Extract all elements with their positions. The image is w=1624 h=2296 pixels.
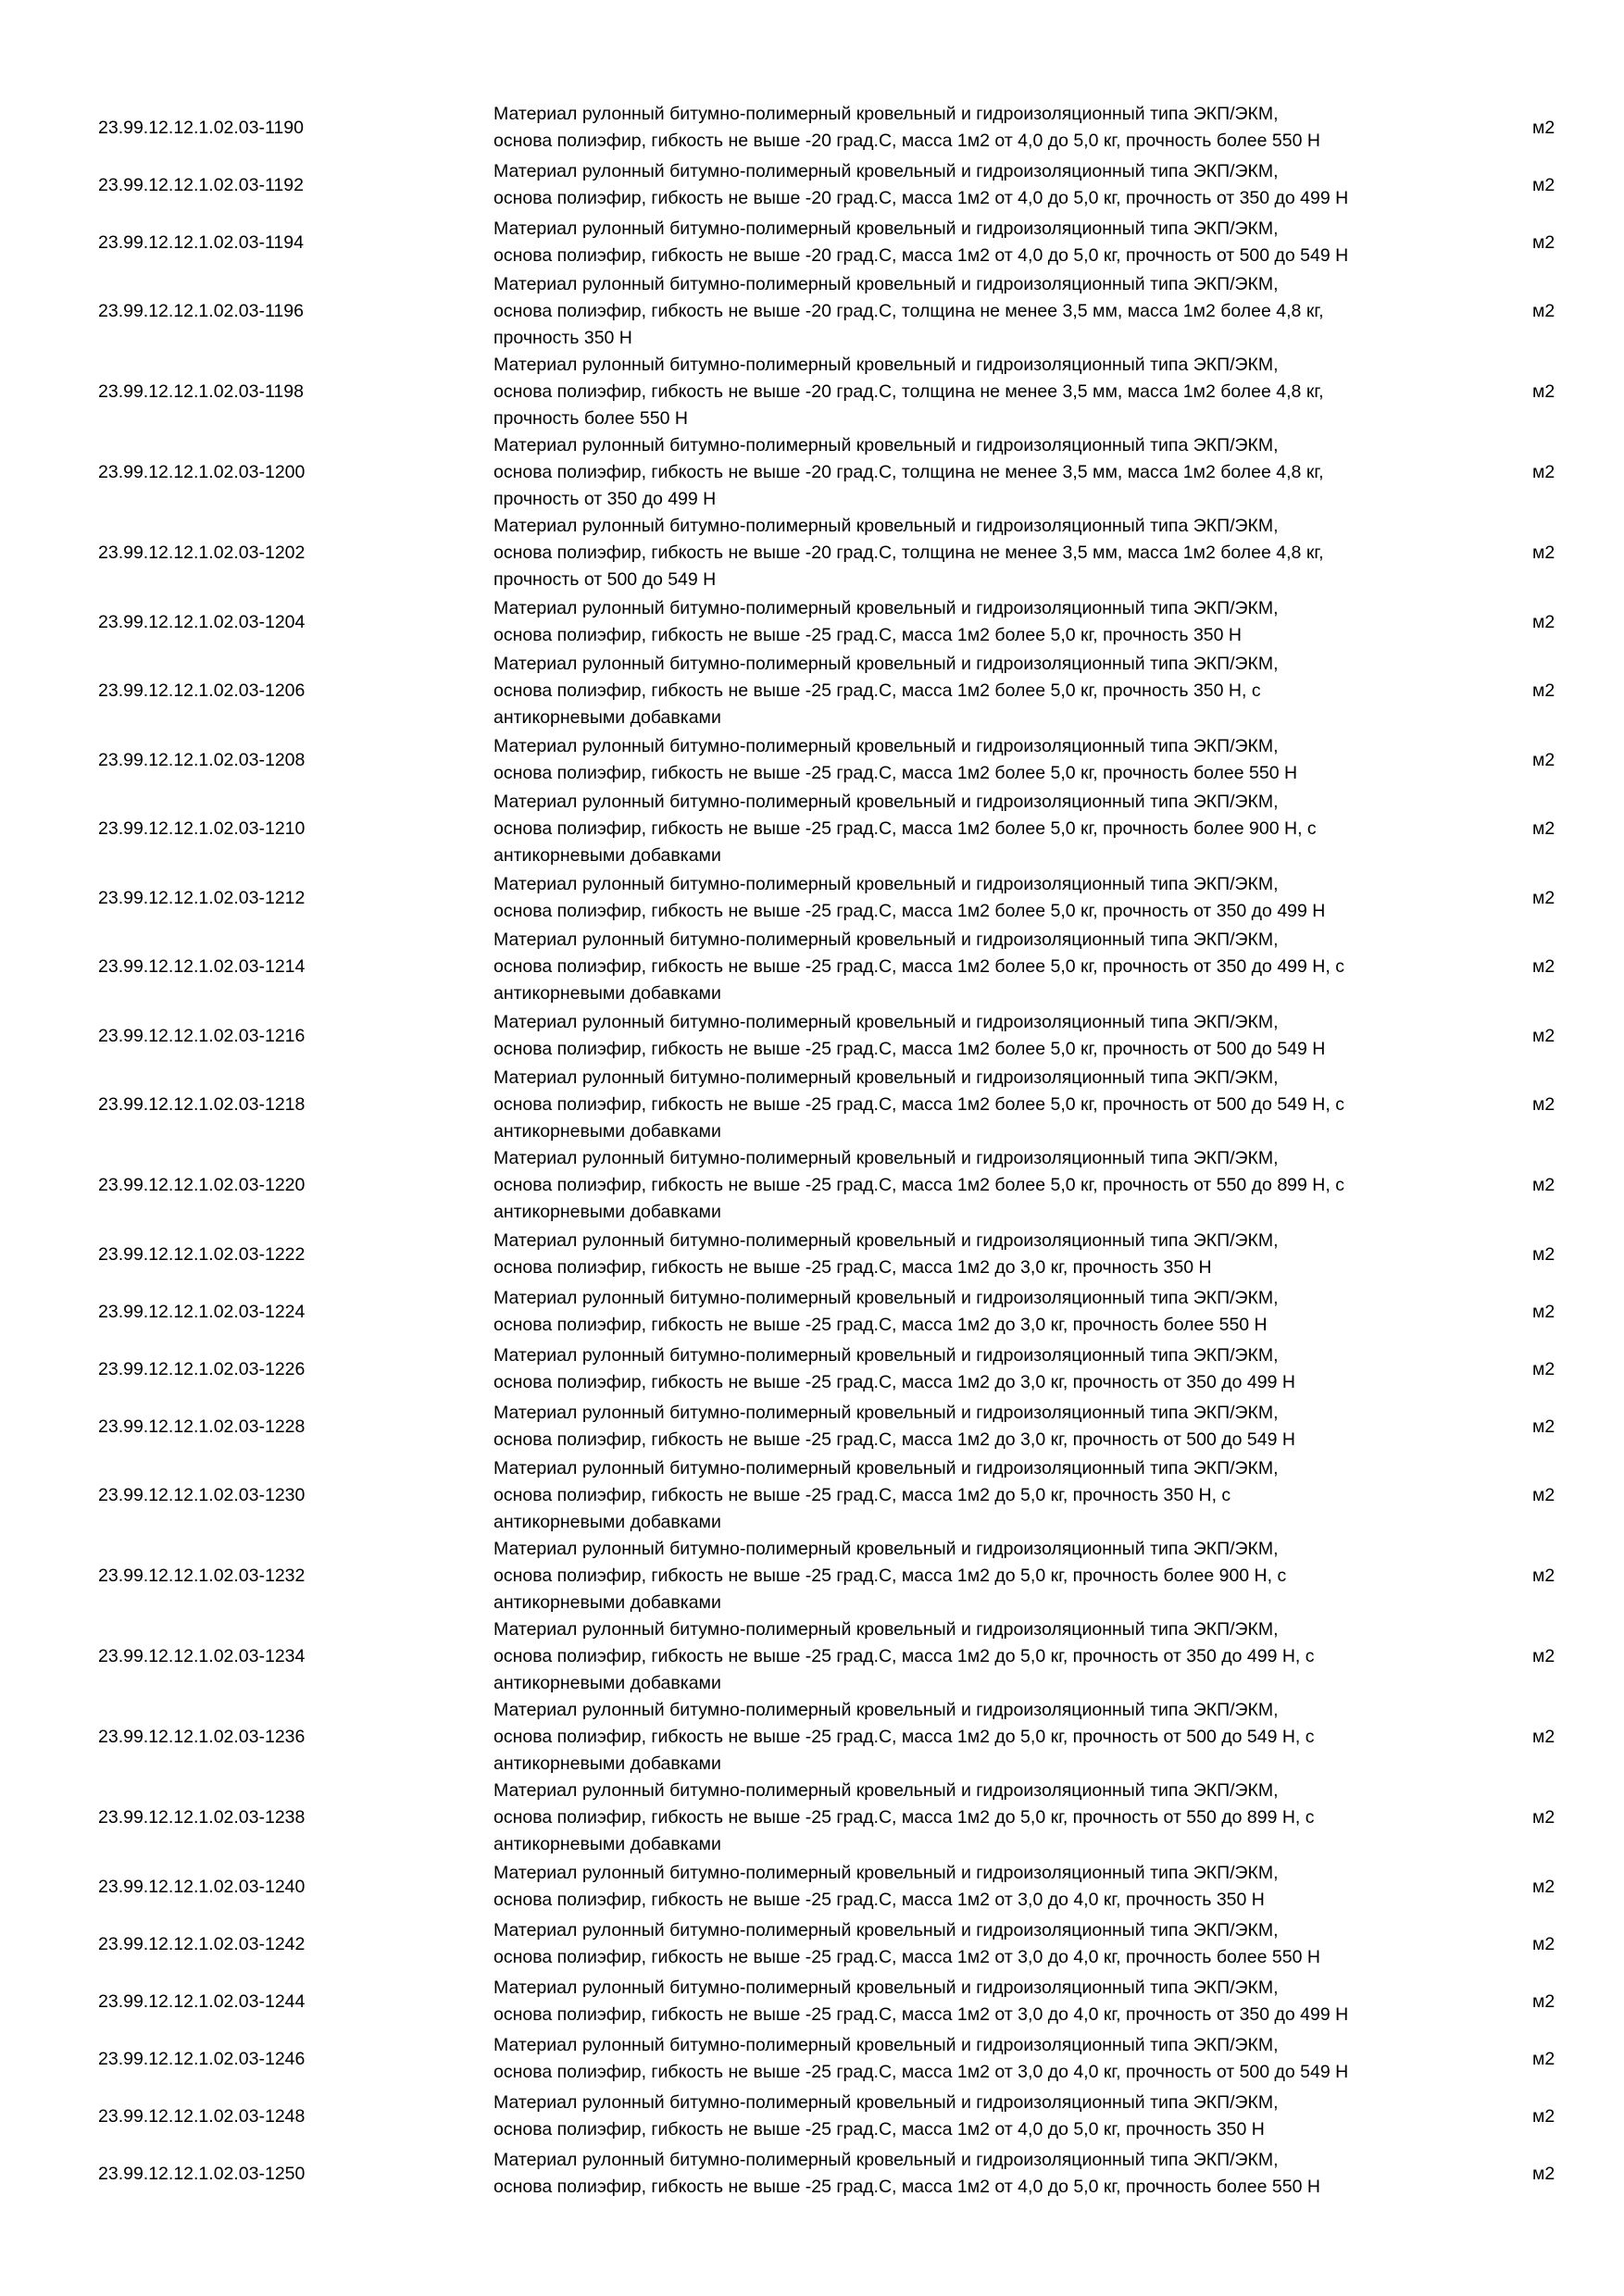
unit-of-measure: м2 — [1532, 381, 1555, 402]
unit-of-measure: м2 — [1532, 1358, 1555, 1379]
description-line: Материал рулонный битумно-полимерный кровельный и гидроизоляционный типа ЭКП/ЭКМ, — [493, 792, 1279, 812]
resource-description — [493, 1455, 1475, 1536]
resource-description — [493, 871, 1475, 925]
description-line: Материал рулонный битумно-полимерный кровельный и гидроизоляционный типа ЭКП/ЭКМ, — [493, 930, 1279, 950]
description-line: основа полиэфир, гибкость не выше -25 град.С, масса 1м2 от 3,0 до 4,0 кг, прочность более 550 Н — [493, 1947, 1320, 1967]
table-row — [0, 513, 1624, 593]
description-line: Материал рулонный битумно-полимерный кровельный и гидроизоляционный типа ЭКП/ЭКМ, — [493, 1780, 1279, 1801]
table-row — [0, 99, 1624, 156]
unit-of-measure: м2 — [1532, 2105, 1555, 2127]
description-line: основа полиэфир, гибкость не выше -20 град.С, толщина не менее 3,5 мм, масса 1м2 более 4,8 кг, — [493, 462, 1324, 482]
description-line: Материал рулонный битумно-полимерный кровельный и гидроизоляционный типа ЭКП/ЭКМ, — [493, 1012, 1279, 1032]
description-line: основа полиэфир, гибкость не выше -20 град.С, масса 1м2 от 4,0 до 5,0 кг, прочность более 550 Н — [493, 131, 1320, 151]
description-line: антикорневыми добавками — [493, 1202, 721, 1222]
resource-description — [493, 216, 1475, 269]
description-line: Материал рулонный битумно-полимерный кровельный и гидроизоляционный типа ЭКП/ЭКМ, — [493, 1345, 1279, 1366]
table-row — [0, 1226, 1624, 1283]
description-line: антикорневыми добавками — [493, 1592, 721, 1613]
resource-code: 23.99.12.12.1.02.03-1210 — [98, 818, 306, 839]
description-line: основа полиэфир, гибкость не выше -25 град.С, масса 1м2 более 5,0 кг, прочность 350 Н, с — [493, 680, 1261, 701]
resource-code: 23.99.12.12.1.02.03-1202 — [98, 543, 306, 563]
resource-description — [493, 1145, 1475, 1226]
description-line: антикорневыми добавками — [493, 1512, 721, 1532]
unit-of-measure: м2 — [1532, 611, 1555, 632]
description-line: Материал рулонный битумно-полимерный кровельный и гидроизоляционный типа ЭКП/ЭКМ, — [493, 1700, 1279, 1720]
description-line: антикорневыми добавками — [493, 1834, 721, 1854]
resource-description — [493, 595, 1475, 649]
table-row — [0, 651, 1624, 731]
resource-code: 23.99.12.12.1.02.03-1250 — [98, 2163, 306, 2184]
description-line: антикорневыми добавками — [493, 1121, 721, 1142]
resource-code: 23.99.12.12.1.02.03-1194 — [98, 231, 304, 253]
unit-of-measure: м2 — [1532, 174, 1555, 195]
table-row — [0, 1778, 1624, 1858]
resource-code: 23.99.12.12.1.02.03-1204 — [98, 611, 306, 632]
description-line: Материал рулонный битумно-полимерный кровельный и гидроизоляционный типа ЭКП/ЭКМ, — [493, 1539, 1279, 1559]
description-line: основа полиэфир, гибкость не выше -25 град.С, масса 1м2 более 5,0 кг, прочность более 550 Н — [493, 763, 1298, 783]
unit-of-measure: м2 — [1532, 117, 1555, 138]
description-line: Материал рулонный битумно-полимерный кровельный и гидроизоляционный типа ЭКП/ЭКМ, — [493, 1403, 1279, 1423]
table-row — [0, 1616, 1624, 1697]
resource-description — [493, 1536, 1475, 1616]
resource-code: 23.99.12.12.1.02.03-1234 — [98, 1646, 306, 1666]
table-row — [0, 1536, 1624, 1616]
table-row — [0, 731, 1624, 789]
description-line: основа полиэфир, гибкость не выше -25 град.С, масса 1м2 до 5,0 кг, прочность от 350 до 499 Н, с — [493, 1646, 1315, 1666]
resource-code: 23.99.12.12.1.02.03-1208 — [98, 749, 306, 770]
resource-description — [493, 1065, 1475, 1145]
description-line: прочность более 550 Н — [493, 408, 688, 429]
resource-table — [0, 99, 1624, 2202]
table-row — [0, 156, 1624, 214]
description-line: прочность от 350 до 499 Н — [493, 489, 717, 509]
unit-of-measure: м2 — [1532, 818, 1555, 839]
resource-code: 23.99.12.12.1.02.03-1212 — [98, 887, 306, 908]
resource-code: 23.99.12.12.1.02.03-1232 — [98, 1566, 306, 1586]
table-row — [0, 1007, 1624, 1065]
resource-description — [493, 1697, 1475, 1778]
unit-of-measure: м2 — [1532, 1727, 1555, 1747]
unit-of-measure: м2 — [1532, 887, 1555, 908]
unit-of-measure: м2 — [1532, 231, 1555, 253]
resource-code: 23.99.12.12.1.02.03-1228 — [98, 1416, 306, 1437]
description-line: основа полиэфир, гибкость не выше -25 град.С, масса 1м2 от 3,0 до 4,0 кг, прочность 350 Н — [493, 1890, 1265, 1910]
table-row — [0, 1455, 1624, 1536]
resource-description — [493, 158, 1475, 212]
description-line: Материал рулонный битумно-полимерный кровельный и гидроизоляционный типа ЭКП/ЭКМ, — [493, 2092, 1279, 2113]
description-line: Материал рулонный битумно-полимерный кровельный и гидроизоляционный типа ЭКП/ЭКМ, — [493, 1288, 1279, 1308]
resource-description — [493, 1778, 1475, 1858]
description-line: антикорневыми добавками — [493, 707, 721, 728]
description-line: основа полиэфир, гибкость не выше -25 град.С, масса 1м2 более 5,0 кг, прочность от 500 до 549 Н — [493, 1039, 1326, 1059]
description-line: Материал рулонный битумно-полимерный кровельный и гидроизоляционный типа ЭКП/ЭКМ, — [493, 2035, 1279, 2055]
unit-of-measure: м2 — [1532, 462, 1555, 482]
unit-of-measure: м2 — [1532, 1566, 1555, 1586]
description-line: Материал рулонный битумно-полимерный кровельный и гидроизоляционный типа ЭКП/ЭКМ, — [493, 1230, 1279, 1251]
description-line: прочность от 500 до 549 Н — [493, 569, 717, 590]
resource-description — [493, 651, 1475, 731]
description-line: основа полиэфир, гибкость не выше -25 град.С, масса 1м2 до 3,0 кг, прочность от 500 до 549 Н — [493, 1429, 1295, 1450]
unit-of-measure: м2 — [1532, 1990, 1555, 2012]
table-row — [0, 1915, 1624, 1973]
unit-of-measure: м2 — [1532, 1416, 1555, 1437]
description-line: Материал рулонный битумно-полимерный кровельный и гидроизоляционный типа ЭКП/ЭКМ, — [493, 435, 1279, 455]
unit-of-measure: м2 — [1532, 680, 1555, 701]
unit-of-measure: м2 — [1532, 1243, 1555, 1265]
resource-description — [493, 733, 1475, 787]
description-line: Материал рулонный битумно-полимерный кровельный и гидроизоляционный типа ЭКП/ЭКМ, — [493, 1458, 1279, 1479]
resource-code: 23.99.12.12.1.02.03-1206 — [98, 680, 306, 701]
unit-of-measure: м2 — [1532, 1646, 1555, 1666]
description-line: основа полиэфир, гибкость не выше -25 град.С, масса 1м2 от 4,0 до 5,0 кг, прочность 350 Н — [493, 2119, 1265, 2140]
table-row — [0, 1858, 1624, 1915]
description-line: Материал рулонный битумно-полимерный кровельный и гидроизоляционный типа ЭКП/ЭКМ, — [493, 1978, 1279, 1998]
table-row — [0, 789, 1624, 869]
resource-code: 23.99.12.12.1.02.03-1220 — [98, 1175, 306, 1195]
description-line: основа полиэфир, гибкость не выше -20 град.С, масса 1м2 от 4,0 до 5,0 кг, прочность от 500 до 549 Н — [493, 245, 1349, 266]
resource-description — [493, 789, 1475, 869]
resource-description — [493, 1616, 1475, 1697]
table-row — [0, 271, 1624, 352]
unit-of-measure: м2 — [1532, 1175, 1555, 1195]
description-line: основа полиэфир, гибкость не выше -25 град.С, масса 1м2 от 3,0 до 4,0 кг, прочность от 350 до 499 Н — [493, 2004, 1349, 2025]
description-line: Материал рулонный битумно-полимерный кровельный и гидроизоляционный типа ЭКП/ЭКМ, — [493, 1863, 1279, 1883]
table-row — [0, 2145, 1624, 2202]
resource-description — [493, 432, 1475, 513]
description-line: Материал рулонный битумно-полимерный кровельный и гидроизоляционный типа ЭКП/ЭКМ, — [493, 1619, 1279, 1640]
resource-description — [493, 1975, 1475, 2028]
resource-description — [493, 927, 1475, 1007]
description-line: Материал рулонный битумно-полимерный кровельный и гидроизоляционный типа ЭКП/ЭКМ, — [493, 874, 1279, 894]
description-line: основа полиэфир, гибкость не выше -25 град.С, масса 1м2 до 5,0 кг, прочность от 500 до 549 Н, с — [493, 1727, 1315, 1747]
resource-code: 23.99.12.12.1.02.03-1190 — [98, 117, 304, 138]
resource-code: 23.99.12.12.1.02.03-1242 — [98, 1933, 306, 1954]
unit-of-measure: м2 — [1532, 956, 1555, 977]
resource-description — [493, 101, 1475, 155]
description-line: Материал рулонный битумно-полимерный кровельный и гидроизоляционный типа ЭКП/ЭКМ, — [493, 736, 1279, 756]
unit-of-measure: м2 — [1532, 1094, 1555, 1115]
description-line: антикорневыми добавками — [493, 1753, 721, 1774]
description-line: Материал рулонный битумно-полимерный кровельный и гидроизоляционный типа ЭКП/ЭКМ, — [493, 355, 1279, 375]
resource-code: 23.99.12.12.1.02.03-1218 — [98, 1094, 306, 1115]
resource-description — [493, 2032, 1475, 2086]
resource-code: 23.99.12.12.1.02.03-1200 — [98, 462, 306, 482]
resource-code: 23.99.12.12.1.02.03-1214 — [98, 956, 306, 977]
unit-of-measure: м2 — [1532, 301, 1555, 321]
table-row — [0, 2030, 1624, 2088]
description-line: Материал рулонный битумно-полимерный кровельный и гидроизоляционный типа ЭКП/ЭКМ, — [493, 598, 1279, 618]
unit-of-measure: м2 — [1532, 749, 1555, 770]
table-row — [0, 1145, 1624, 1226]
description-line: антикорневыми добавками — [493, 983, 721, 1004]
description-line: антикорневыми добавками — [493, 1673, 721, 1693]
description-line: основа полиэфир, гибкость не выше -25 град.С, масса 1м2 до 3,0 кг, прочность от 350 до 499 Н — [493, 1372, 1295, 1392]
description-line: основа полиэфир, гибкость не выше -20 град.С, толщина не менее 3,5 мм, масса 1м2 более 4,8 кг, — [493, 543, 1324, 563]
description-line: основа полиэфир, гибкость не выше -25 град.С, масса 1м2 более 5,0 кг, прочность 350 Н — [493, 625, 1242, 645]
table-row — [0, 432, 1624, 513]
table-row — [0, 593, 1624, 651]
table-row — [0, 214, 1624, 271]
resource-code: 23.99.12.12.1.02.03-1238 — [98, 1807, 306, 1828]
resource-code: 23.99.12.12.1.02.03-1192 — [98, 174, 304, 195]
resource-code: 23.99.12.12.1.02.03-1226 — [98, 1358, 306, 1379]
resource-description — [493, 2147, 1475, 2201]
resource-description — [493, 1228, 1475, 1281]
table-row — [0, 2088, 1624, 2145]
description-line: основа полиэфир, гибкость не выше -25 град.С, масса 1м2 до 3,0 кг, прочность 350 Н — [493, 1257, 1212, 1278]
description-line: основа полиэфир, гибкость не выше -25 град.С, масса 1м2 более 5,0 кг, прочность от 550 до 899 Н, с — [493, 1175, 1344, 1195]
table-row — [0, 1065, 1624, 1145]
unit-of-measure: м2 — [1532, 543, 1555, 563]
description-line: основа полиэфир, гибкость не выше -25 град.С, масса 1м2 более 5,0 кг, прочность от 350 до 499 Н — [493, 901, 1326, 921]
description-line: Материал рулонный битумно-полимерный кровельный и гидроизоляционный типа ЭКП/ЭКМ, — [493, 1067, 1279, 1088]
unit-of-measure: м2 — [1532, 1807, 1555, 1828]
resource-description — [493, 1009, 1475, 1063]
resource-description — [493, 1342, 1475, 1396]
description-line: основа полиэфир, гибкость не выше -25 град.С, масса 1м2 от 4,0 до 5,0 кг, прочность более 550 Н — [493, 2177, 1320, 2197]
description-line: основа полиэфир, гибкость не выше -25 град.С, масса 1м2 более 5,0 кг, прочность более 900 Н, с — [493, 818, 1317, 839]
description-line: Материал рулонный битумно-полимерный кровельный и гидроизоляционный типа ЭКП/ЭКМ, — [493, 104, 1279, 124]
resource-code: 23.99.12.12.1.02.03-1248 — [98, 2105, 306, 2127]
resource-description — [493, 1860, 1475, 1914]
resource-code: 23.99.12.12.1.02.03-1230 — [98, 1485, 306, 1505]
resource-description — [493, 1400, 1475, 1454]
unit-of-measure: м2 — [1532, 2163, 1555, 2184]
unit-of-measure: м2 — [1532, 1025, 1555, 1046]
description-line: антикорневыми добавками — [493, 845, 721, 866]
resource-description — [493, 1285, 1475, 1339]
unit-of-measure: м2 — [1532, 2048, 1555, 2069]
resource-code: 23.99.12.12.1.02.03-1198 — [98, 381, 304, 402]
table-row — [0, 352, 1624, 432]
description-line: основа полиэфир, гибкость не выше -20 град.С, масса 1м2 от 4,0 до 5,0 кг, прочность от 350 до 499 Н — [493, 188, 1349, 208]
resource-code: 23.99.12.12.1.02.03-1216 — [98, 1025, 306, 1046]
unit-of-measure: м2 — [1532, 1485, 1555, 1505]
description-line: основа полиэфир, гибкость не выше -25 град.С, масса 1м2 более 5,0 кг, прочность от 350 до 499 Н, с — [493, 956, 1344, 977]
unit-of-measure: м2 — [1532, 1876, 1555, 1897]
table-row — [0, 1283, 1624, 1341]
resource-code: 23.99.12.12.1.02.03-1222 — [98, 1243, 306, 1265]
description-line: Материал рулонный битумно-полимерный кровельный и гидроизоляционный типа ЭКП/ЭКМ, — [493, 274, 1279, 294]
description-line: Материал рулонный битумно-полимерный кровельный и гидроизоляционный типа ЭКП/ЭКМ, — [493, 218, 1279, 239]
resource-description — [493, 271, 1475, 352]
table-row — [0, 927, 1624, 1007]
resource-code: 23.99.12.12.1.02.03-1240 — [98, 1876, 306, 1897]
resource-code: 23.99.12.12.1.02.03-1246 — [98, 2048, 306, 2069]
table-row — [0, 1697, 1624, 1778]
resource-description — [493, 513, 1475, 593]
unit-of-measure: м2 — [1532, 1933, 1555, 1954]
description-line: основа полиэфир, гибкость не выше -20 град.С, толщина не менее 3,5 мм, масса 1м2 более 4,8 кг, — [493, 301, 1324, 321]
resource-code: 23.99.12.12.1.02.03-1236 — [98, 1727, 306, 1747]
resource-description — [493, 1917, 1475, 1971]
description-line: Материал рулонный битумно-полимерный кровельный и гидроизоляционный типа ЭКП/ЭКМ, — [493, 2150, 1279, 2170]
resource-code: 23.99.12.12.1.02.03-1224 — [98, 1301, 306, 1322]
description-line: прочность 350 Н — [493, 328, 632, 348]
description-line: Материал рулонный битумно-полимерный кровельный и гидроизоляционный типа ЭКП/ЭКМ, — [493, 654, 1279, 674]
resource-code: 23.99.12.12.1.02.03-1196 — [98, 301, 304, 321]
description-line: основа полиэфир, гибкость не выше -25 град.С, масса 1м2 до 5,0 кг, прочность 350 Н, с — [493, 1485, 1231, 1505]
description-line: основа полиэфир, гибкость не выше -25 град.С, масса 1м2 более 5,0 кг, прочность от 500 до 549 Н, с — [493, 1094, 1344, 1115]
description-line: основа полиэфир, гибкость не выше -20 град.С, толщина не менее 3,5 мм, масса 1м2 более 4,8 кг, — [493, 381, 1324, 402]
description-line: основа полиэфир, гибкость не выше -25 град.С, масса 1м2 до 5,0 кг, прочность более 900 Н, с — [493, 1566, 1287, 1586]
description-line: основа полиэфир, гибкость не выше -25 град.С, масса 1м2 до 3,0 кг, прочность более 550 Н — [493, 1315, 1268, 1335]
resource-description — [493, 352, 1475, 432]
table-row — [0, 869, 1624, 927]
table-row — [0, 1398, 1624, 1455]
description-line: Материал рулонный битумно-полимерный кровельный и гидроизоляционный типа ЭКП/ЭКМ, — [493, 1920, 1279, 1940]
description-line: Материал рулонный битумно-полимерный кровельный и гидроизоляционный типа ЭКП/ЭКМ, — [493, 161, 1279, 181]
description-line: Материал рулонный битумно-полимерный кровельный и гидроизоляционный типа ЭКП/ЭКМ, — [493, 516, 1279, 536]
unit-of-measure: м2 — [1532, 1301, 1555, 1322]
resource-description — [493, 2090, 1475, 2143]
resource-code: 23.99.12.12.1.02.03-1244 — [98, 1990, 306, 2012]
description-line: Материал рулонный битумно-полимерный кровельный и гидроизоляционный типа ЭКП/ЭКМ, — [493, 1148, 1279, 1168]
table-row — [0, 1341, 1624, 1398]
table-row — [0, 1973, 1624, 2030]
description-line: основа полиэфир, гибкость не выше -25 град.С, масса 1м2 до 5,0 кг, прочность от 550 до 899 Н, с — [493, 1807, 1315, 1828]
description-line: основа полиэфир, гибкость не выше -25 град.С, масса 1м2 от 3,0 до 4,0 кг, прочность от 500 до 549 Н — [493, 2062, 1349, 2082]
